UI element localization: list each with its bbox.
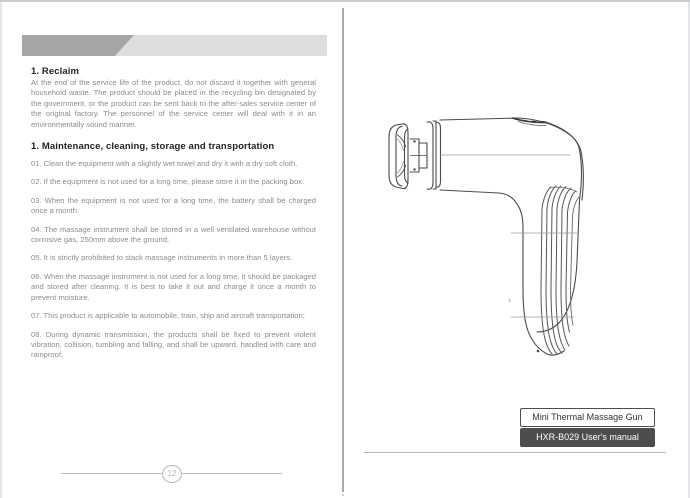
right-page-bottom-rule xyxy=(364,452,666,453)
model-manual-label: HXR-B029 User's manual xyxy=(520,428,655,447)
paragraph-reclaim-body: At the end of the service life of the product, do not discard it together with general household waste. The product should be placed in the recycling bin designated by the government, or the product can be sent back to the after-sales service center of the original factory. The personnel of the service center will deal with it in an environmentally sound manner. xyxy=(31,78,316,129)
paragraph-maintenance-01: 01. Clean the equipment with a slightly wet towel and dry it with a dry soft cloth. xyxy=(31,159,298,169)
paragraph-maintenance-06: 06. When the massage instrument is not used for a long time, it should be packaged and stored after cleaning. It is best to take it out and charge it once a month to prevent moisture. xyxy=(31,271,316,302)
page-number: 12 xyxy=(162,465,182,483)
right-page xyxy=(344,4,688,496)
product-label-group xyxy=(520,408,660,447)
product-name-label: Mini Thermal Massage Gun xyxy=(520,408,655,427)
section-banner-wedge xyxy=(115,35,134,56)
page-footer xyxy=(2,459,342,489)
paragraph-maintenance-08: 08. During dynamic transmission, the products shall be fixed to prevent violent vibration, collision, tumbling and falling, and shall be upward, handled with care and rainproof; xyxy=(31,329,316,360)
left-page-content xyxy=(31,66,316,369)
section-heading-maintenance: 1. Maintenance, cleaning, storage and transportation xyxy=(31,141,275,153)
footer-rule-left xyxy=(61,473,163,474)
paragraph-maintenance-03: 03. When the equipment is not used for a long time, the battery shall be charged once a month. xyxy=(31,195,316,216)
section-banner-dark-block xyxy=(22,35,115,56)
paragraph-maintenance-02: 02. If the equipment is not used for a long time, please store it in the packing box. xyxy=(31,177,305,187)
section-banner xyxy=(22,35,327,56)
paragraph-maintenance-07: 07. This product is applicable to automobile, train, ship and aircraft transportation; xyxy=(31,311,305,321)
massage-gun-illustration xyxy=(374,99,674,399)
paragraph-maintenance-05: 05. It is strictly prohibited to stack massage instruments in more than 5 layers. xyxy=(31,253,293,263)
left-page xyxy=(2,4,342,496)
section-heading-reclaim: 1. Reclaim xyxy=(31,66,79,77)
paragraph-maintenance-04: 04. The massage instrument shall be stored in a well ventilated warehouse without corrosive gas, 250mm above the ground; xyxy=(31,224,316,245)
footer-rule-right xyxy=(181,473,282,474)
